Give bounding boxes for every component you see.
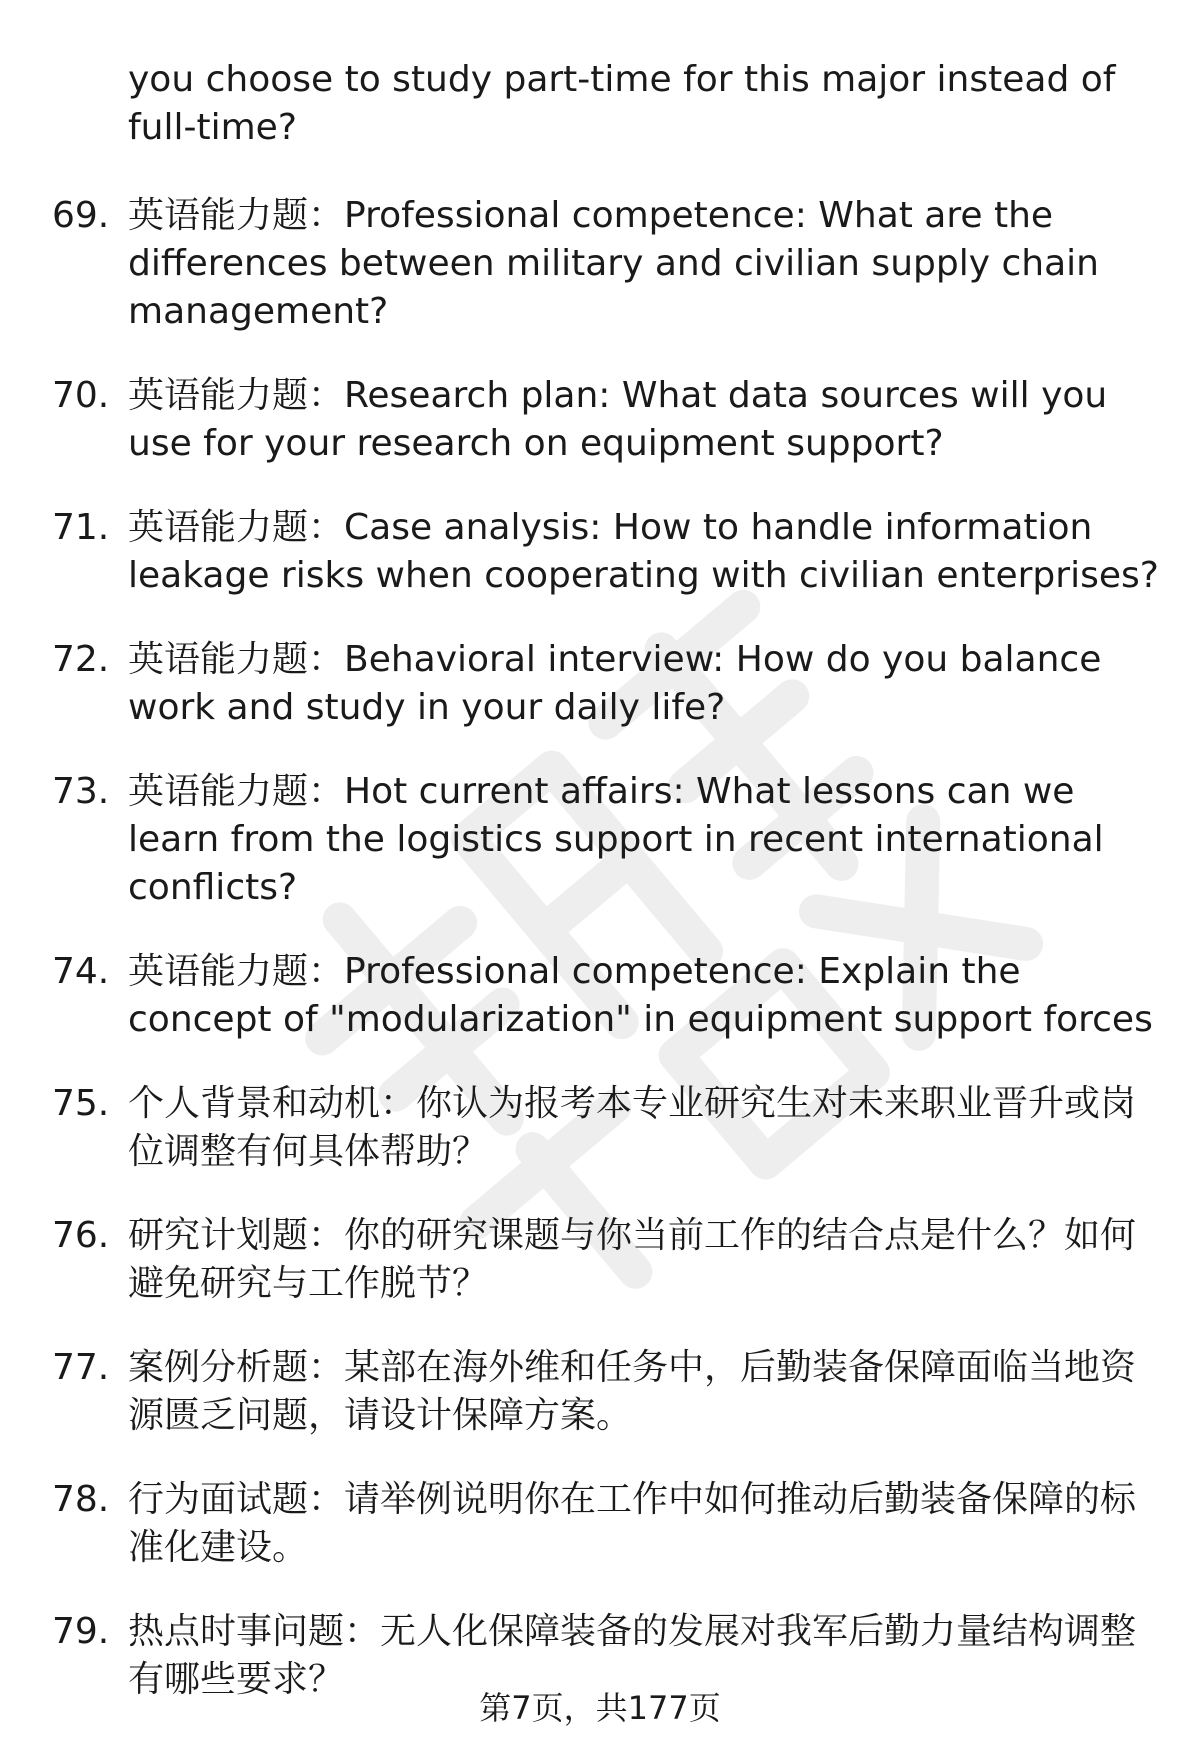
question-number: 75. <box>52 1083 110 1124</box>
list-item <box>52 768 1160 912</box>
list-item <box>52 504 1160 600</box>
question-number: 77. <box>52 1347 110 1388</box>
question-number: 70. <box>52 375 110 416</box>
continuation-text: you choose to study part-time for this major instead of full-time? <box>128 59 1116 148</box>
question-text: 研究计划题：你的研究课题与你当前工作的结合点是什么？如何避免研究与工作脱节？ <box>128 1215 1137 1304</box>
list-item <box>52 636 1160 732</box>
question-number: 73. <box>52 771 110 812</box>
list-item <box>52 372 1160 468</box>
list-item <box>52 1212 1160 1308</box>
question-text: 英语能力题：Research plan: What data sources will you use for your research on equipment support? <box>128 375 1108 464</box>
list-item <box>52 948 1160 1044</box>
question-text: 行为面试题：请举例说明你在工作中如何推动后勤装备保障的标准化建设。 <box>128 1479 1137 1568</box>
question-number: 76. <box>52 1215 110 1256</box>
question-number: 72. <box>52 639 110 680</box>
question-text: 英语能力题：Hot current affairs: What lessons can we learn from the logistics support in recent international conflicts? <box>128 771 1104 908</box>
list-item <box>52 1608 1160 1704</box>
question-number: 69. <box>52 195 110 236</box>
question-text: 英语能力题：Behavioral interview: How do you balance work and study in your daily life? <box>128 639 1102 728</box>
question-list <box>52 56 1160 1740</box>
list-item <box>52 1344 1160 1440</box>
question-text: 案例分析题：某部在海外维和任务中，后勤装备保障面临当地资源匮乏问题，请设计保障方案。 <box>128 1347 1137 1436</box>
page-footer: 第7页，共177页 <box>479 1689 721 1727</box>
list-item <box>52 1476 1160 1572</box>
question-number: 79. <box>52 1611 110 1652</box>
question-text: 英语能力题：Professional competence: Explain the concept of "modularization" in equipment support forces <box>128 951 1153 1040</box>
list-item <box>52 192 1160 336</box>
list-item <box>52 1080 1160 1176</box>
question-number: 74. <box>52 951 110 992</box>
question-number: 78. <box>52 1479 110 1520</box>
question-text: 英语能力题：Case analysis: How to handle information leakage risks when cooperating with civilian enterprises? <box>128 507 1159 596</box>
question-text: 个人背景和动机：你认为报考本专业研究生对未来职业晋升或岗位调整有何具体帮助？ <box>128 1083 1137 1172</box>
question-text: 英语能力题：Professional competence: What are the differences between military and civilian supply chain management? <box>128 195 1099 332</box>
question-text: 热点时事问题：无人化保障装备的发展对我军后勤力量结构调整有哪些要求？ <box>128 1611 1137 1700</box>
question-number: 71. <box>52 507 110 548</box>
